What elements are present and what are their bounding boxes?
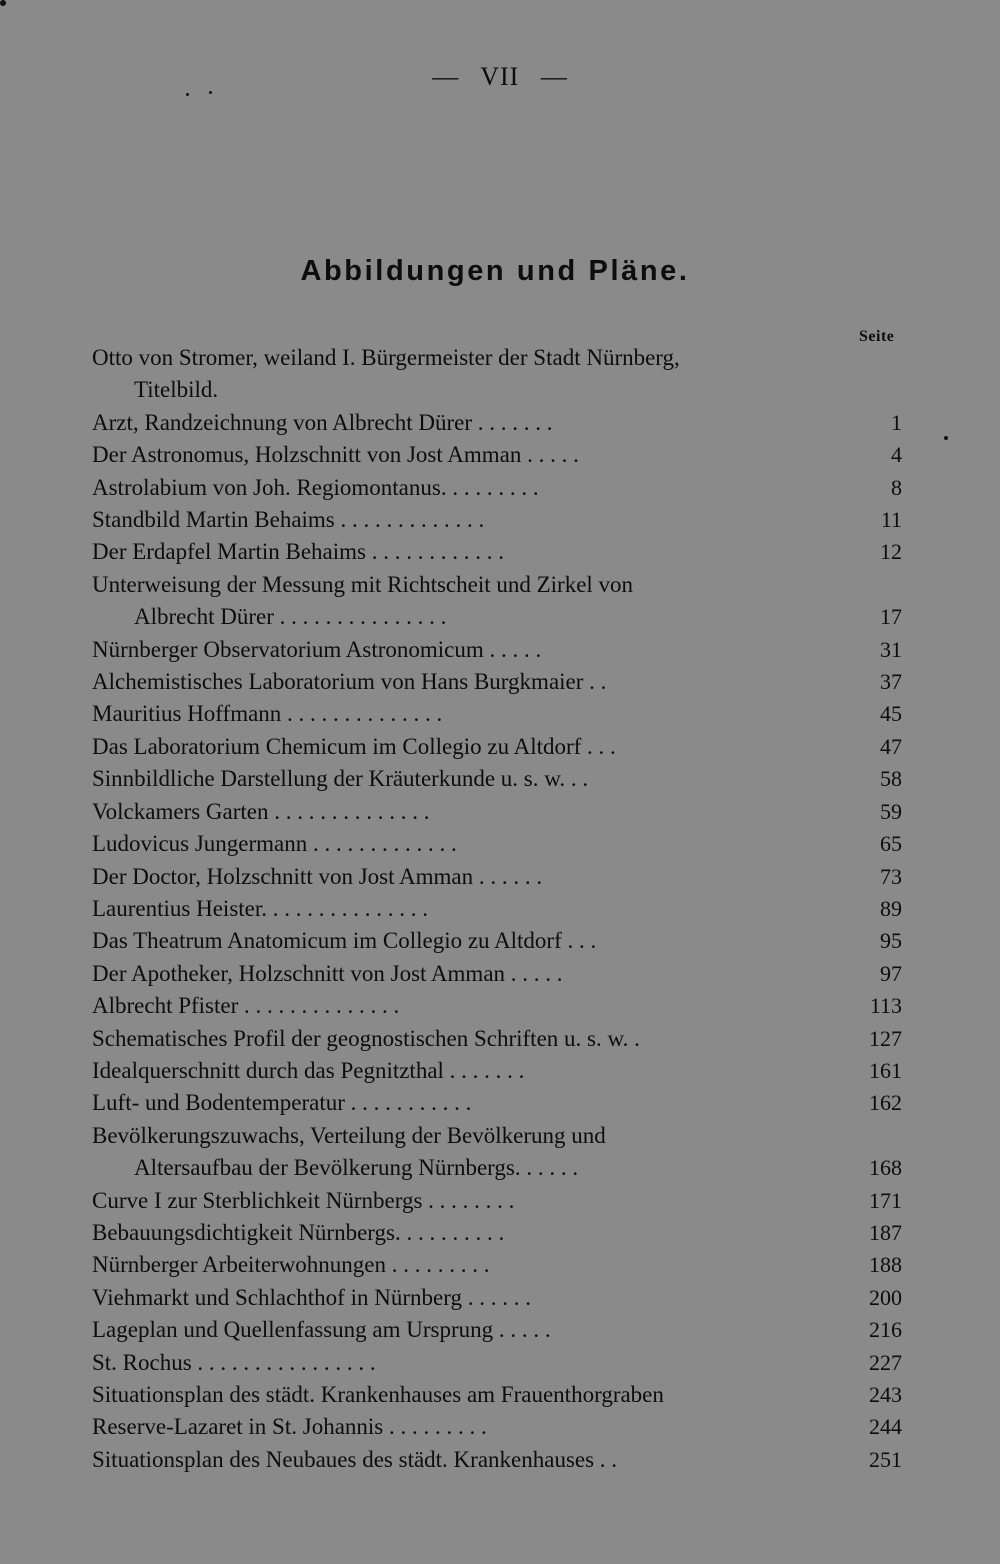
- entry-page-number: 113: [869, 993, 902, 1019]
- toc-entry: [92, 1379, 902, 1411]
- toc-entry: [92, 698, 902, 730]
- toc-entry: [92, 1023, 902, 1055]
- entry-title: Curve I zur Sterblichkeit Nürnbergs . . . . . . . .: [92, 1187, 515, 1213]
- entry-page-number: 37: [880, 669, 902, 695]
- entry-page-number: 45: [880, 701, 902, 727]
- entry-page-number: 58: [880, 766, 902, 792]
- entry-title: Nürnberger Observatorium Astronomicum . . . . .: [92, 636, 542, 662]
- header-dash-right: —: [540, 62, 568, 91]
- toc-entry: [92, 536, 902, 568]
- entry-title: Situationsplan des städt. Krankenhauses am Frauenthorgraben: [92, 1382, 664, 1407]
- entry-page-number: 95: [880, 928, 902, 954]
- entry-page-number: 89: [880, 895, 902, 921]
- entry-page-number: 17: [880, 604, 902, 630]
- scan-speck: [186, 93, 189, 96]
- toc-entry: [92, 1282, 902, 1314]
- toc-entry: [92, 1314, 902, 1346]
- entry-page-number: 244: [869, 1414, 902, 1440]
- entry-title: Der Apotheker, Holzschnitt von Jost Amman . . . . .: [92, 960, 563, 986]
- toc-entry: [92, 569, 902, 634]
- toc-entry: [92, 763, 902, 795]
- toc-entry: [92, 666, 902, 698]
- entry-title: Albrecht Pfister . . . . . . . . . . . . . .: [92, 993, 400, 1019]
- entry-page-number: 227: [869, 1349, 902, 1375]
- page-number: VII: [480, 62, 520, 91]
- entry-title: Luft- und Bodentemperatur . . . . . . . . . . .: [92, 1090, 472, 1116]
- entry-title: Ludovicus Jungermann . . . . . . . . . . . . .: [92, 831, 457, 857]
- entry-page-number: 59: [880, 798, 902, 824]
- entry-page-number: 171: [869, 1187, 902, 1213]
- entry-page-number: 188: [869, 1252, 902, 1278]
- entry-page-number: 97: [880, 960, 902, 986]
- entry-title: Standbild Martin Behaims . . . . . . . . . . . . .: [92, 507, 485, 533]
- entry-page-number: 127: [869, 1025, 902, 1051]
- toc-entry: [92, 472, 902, 504]
- entry-title: Das Laboratorium Chemicum im Collegio zu Altdorf . . .: [92, 733, 616, 759]
- entry-title: Situationsplan des Neubaues des städt. Krankenhauses . .: [92, 1446, 618, 1472]
- entry-title: Sinnbildliche Darstellung der Kräuterkunde u. s. w. . .: [92, 766, 589, 792]
- entry-page-number: 47: [880, 733, 902, 759]
- toc-entry: [92, 1087, 902, 1119]
- toc-entry: [92, 407, 902, 439]
- entry-title: Mauritius Hoffmann . . . . . . . . . . . . . .: [92, 701, 443, 727]
- entry-page-number: 187: [869, 1219, 902, 1245]
- toc-entry: [92, 504, 902, 536]
- entry-title: Der Erdapfel Martin Behaims . . . . . . . . . . . .: [92, 539, 504, 565]
- entry-page-number: 4: [891, 442, 902, 468]
- entry-title-continuation: Altersaufbau der Bevölkerung Nürnbergs. . . . . .: [134, 1155, 579, 1181]
- entry-page-number: 31: [880, 636, 902, 662]
- entry-page-number: 11: [880, 507, 902, 533]
- toc-entry: [92, 1411, 902, 1443]
- entry-page-number: 216: [869, 1317, 902, 1343]
- toc-entry: [92, 990, 902, 1022]
- entry-title: Bebauungsdichtigkeit Nürnbergs. . . . . . . . . .: [92, 1219, 505, 1245]
- toc-entry: [92, 828, 902, 860]
- toc-entry: [92, 958, 902, 990]
- page-header: [0, 62, 1000, 92]
- scan-speck: [0, 0, 6, 6]
- toc-entry: [92, 1055, 902, 1087]
- entry-title: Astrolabium von Joh. Regiomontanus. . . . . . . . .: [92, 474, 539, 500]
- scan-speck: [209, 91, 212, 94]
- entry-title: Idealquerschnitt durch das Pegnitzthal . . . . . . .: [92, 1057, 525, 1083]
- toc-entry: [92, 1347, 902, 1379]
- entry-page-number: 168: [869, 1155, 902, 1181]
- toc-entry: [92, 634, 902, 666]
- toc-entry: [92, 1444, 902, 1476]
- toc-entry: [92, 861, 902, 893]
- table-of-figures: [92, 342, 902, 1476]
- entry-title: Das Theatrum Anatomicum im Collegio zu Altdorf . . .: [92, 928, 597, 954]
- entry-title: Lageplan und Quellenfassung am Ursprung . . . . .: [92, 1317, 551, 1343]
- header-dash-left: —: [432, 62, 460, 91]
- toc-entry: [92, 1120, 902, 1185]
- scan-speck: [944, 436, 948, 440]
- entry-page-number: 8: [891, 474, 902, 500]
- entry-title: Alchemistisches Laboratorium von Hans Burgkmaier . .: [92, 669, 607, 695]
- page-title: Abbildungen und Pläne.: [300, 255, 690, 287]
- entry-title: Bevölkerungszuwachs, Verteilung der Bevölkerung und: [92, 1122, 606, 1148]
- entry-title: Volckamers Garten . . . . . . . . . . . . . .: [92, 798, 430, 824]
- entry-page-number: 251: [869, 1446, 902, 1472]
- entry-page-number: 161: [869, 1057, 902, 1083]
- toc-entry: [92, 1249, 902, 1281]
- entry-title: Viehmarkt und Schlachthof in Nürnberg . . . . . .: [92, 1284, 531, 1310]
- entry-title: Der Doctor, Holzschnitt von Jost Amman . . . . . .: [92, 863, 543, 889]
- entry-title: Nürnberger Arbeiterwohnungen . . . . . . . . .: [92, 1252, 490, 1278]
- page-column-label: Seite: [859, 328, 895, 345]
- entry-title: Schematisches Profil der geognostischen Schriften u. s. w. .: [92, 1025, 640, 1051]
- toc-entry: [92, 1185, 902, 1217]
- entry-page-number: 73: [880, 863, 902, 889]
- entry-page-number: 1: [891, 409, 902, 435]
- entry-page-number: 12: [880, 539, 902, 565]
- entry-title: Reserve-Lazaret in St. Johannis . . . . . . . . .: [92, 1414, 487, 1440]
- toc-entry: [92, 925, 902, 957]
- entry-title: St. Rochus . . . . . . . . . . . . . . . .: [92, 1349, 376, 1375]
- entry-title-continuation: Albrecht Dürer . . . . . . . . . . . . . . .: [134, 604, 447, 630]
- entry-page-number: 200: [869, 1284, 902, 1310]
- toc-entry: [92, 893, 902, 925]
- entry-title: Otto von Stromer, weiland I. Bürgermeister der Stadt Nürnberg,: [92, 345, 680, 370]
- toc-entry: [92, 342, 902, 407]
- entry-page-number: 243: [869, 1382, 902, 1407]
- toc-entry: [92, 731, 902, 763]
- entry-page-number: 65: [880, 831, 902, 857]
- entry-title: Der Astronomus, Holzschnitt von Jost Amman . . . . .: [92, 442, 579, 468]
- toc-entry: [92, 439, 902, 471]
- toc-entry: [92, 1217, 902, 1249]
- entry-title: Unterweisung der Messung mit Richtscheit und Zirkel von: [92, 571, 634, 597]
- entry-title-continuation: Titelbild.: [134, 377, 219, 403]
- toc-entry: [92, 796, 902, 828]
- entry-page-number: 162: [869, 1090, 902, 1116]
- entry-title: Arzt, Randzeichnung von Albrecht Dürer . . . . . . .: [92, 409, 553, 435]
- entry-title: Laurentius Heister. . . . . . . . . . . . . . .: [92, 895, 429, 921]
